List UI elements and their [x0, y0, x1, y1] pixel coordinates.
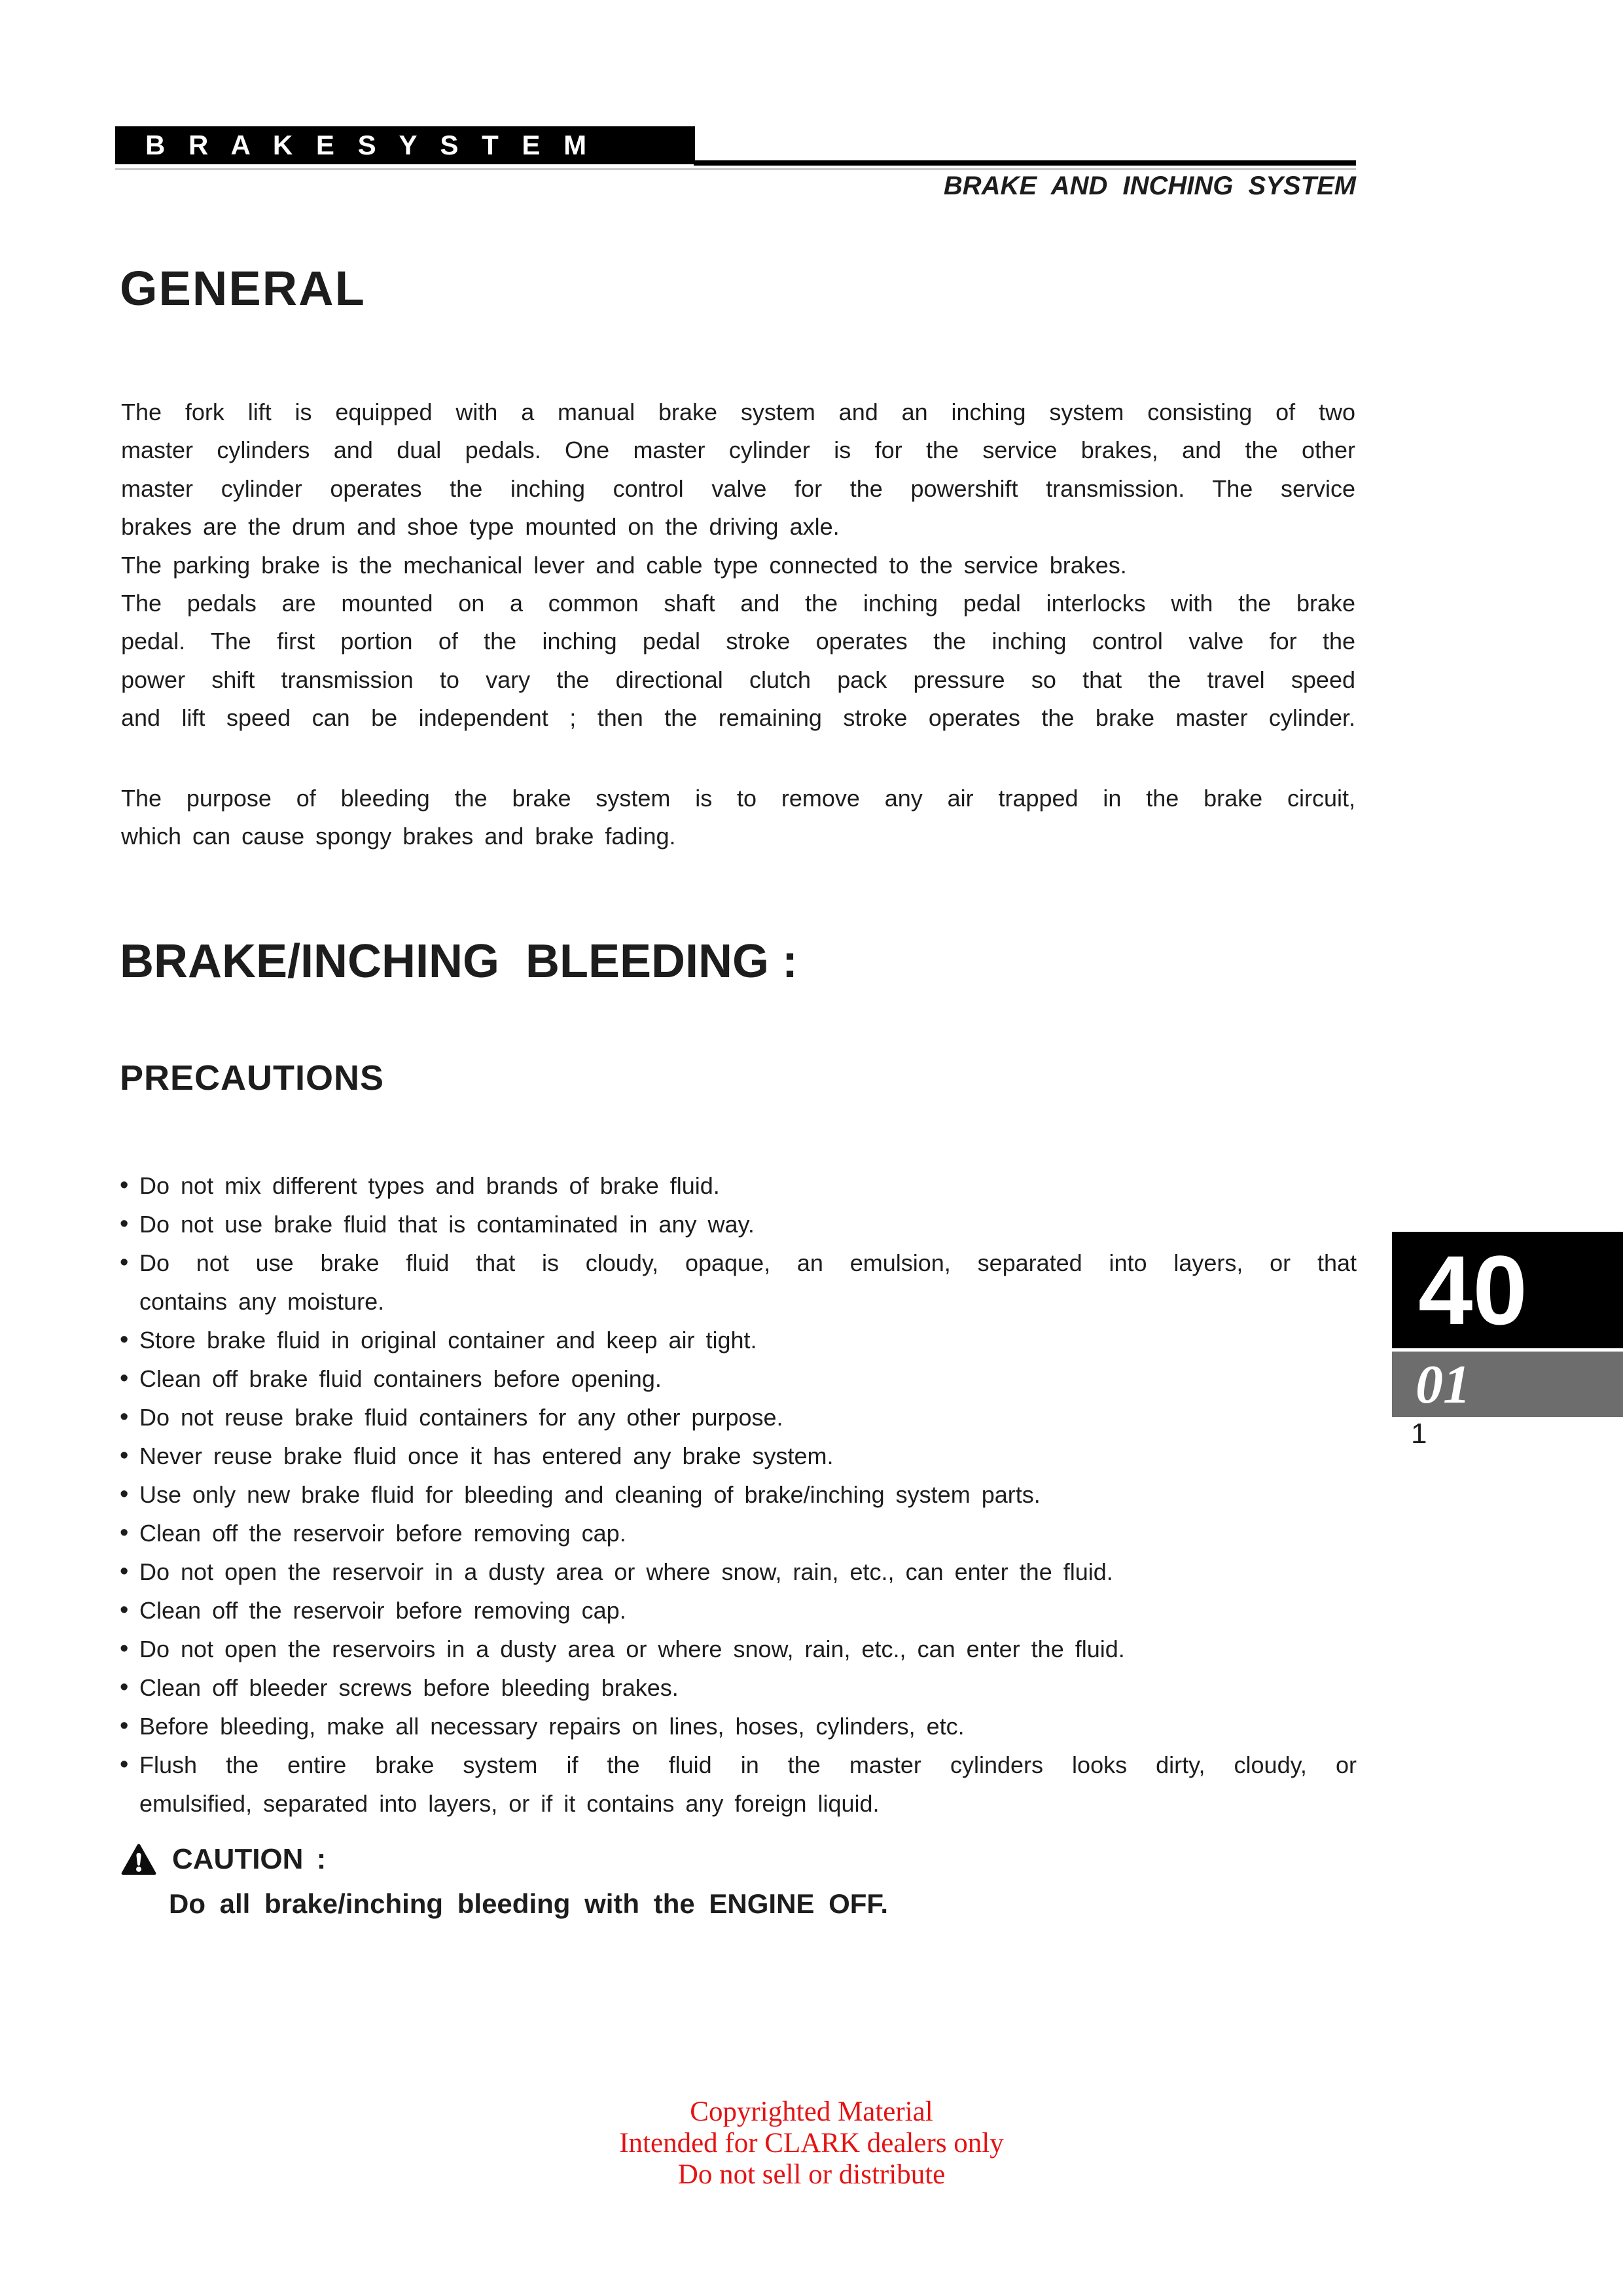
caution-row — [121, 1843, 326, 1876]
footer-copyright-notice — [0, 2096, 1623, 2191]
text-line: Never reuse brake fluid once it has entered any brake system. — [139, 1443, 834, 1469]
bullet-marker-icon: • — [120, 1596, 129, 1624]
footer-line: Intended for CLARK dealers only — [619, 2128, 1004, 2159]
bullet-item — [120, 1205, 1357, 1244]
text-line: Do not use brake fluid that is cloudy, opaque, an emulsion, separated into layers, or that — [139, 1249, 1357, 1276]
bullet-item — [120, 1514, 1357, 1552]
bullet-text — [139, 1552, 1357, 1591]
text-line: Do not use brake fluid that is contaminated in any way. — [139, 1211, 755, 1238]
text-line: Flush the entire brake system if the fluid in the master cylinders looks dirty, cloudy, or — [139, 1751, 1357, 1778]
text-line: Do not mix different types and brands of brake fluid. — [139, 1172, 720, 1199]
bullet-item — [120, 1398, 1357, 1437]
bullet-text — [139, 1359, 1357, 1398]
side-tab-chapter-number: 40 — [1418, 1234, 1527, 1345]
header-rule — [694, 160, 1356, 166]
footer-line: Copyrighted Material — [690, 2096, 933, 2127]
bullet-marker-icon: • — [120, 1249, 129, 1276]
section-heading-general: GENERAL — [120, 261, 366, 315]
bullet-text — [139, 1668, 1357, 1707]
text-line: Clean off bleeder screws before bleeding brakes. — [139, 1674, 679, 1701]
bullet-marker-icon: • — [120, 1365, 129, 1392]
text-line: The pedals are mounted on a common shaft and the inching pedal interlocks with the brake — [121, 589, 1355, 617]
bullet-marker-icon: • — [120, 1403, 129, 1431]
paragraph-general-1 — [121, 393, 1355, 738]
text-line: and lift speed can be independent ; then the remaining stroke operates the brake master cylinder. — [121, 704, 1355, 732]
text-line: Clean off brake fluid containers before opening. — [139, 1365, 662, 1392]
text-line: pedal. The first portion of the inching pedal stroke operates the inching control valve for the — [121, 628, 1355, 655]
caution-label: CAUTION : — [172, 1843, 327, 1875]
text-line: emulsified, separated into layers, or if it contains any foreign liquid. — [139, 1790, 880, 1817]
paragraph-general-2 — [121, 780, 1355, 856]
bullet-text — [139, 1746, 1357, 1823]
text-line: Do not open the reservoirs in a dusty area or where snow, rain, etc., can enter the fluid. — [139, 1636, 1125, 1662]
bullet-item — [120, 1437, 1357, 1475]
bullet-marker-icon: • — [120, 1442, 129, 1469]
header-bar — [115, 126, 695, 164]
text-line: Use only new brake fluid for bleeding and cleaning of brake/inching system parts. — [139, 1481, 1041, 1508]
bullet-item — [120, 1552, 1357, 1591]
side-tab-section-number: 01 — [1416, 1354, 1471, 1415]
bullet-text — [139, 1630, 1357, 1668]
header-underline — [115, 168, 1356, 170]
bullet-marker-icon: • — [120, 1480, 129, 1508]
text-line: The fork lift is equipped with a manual brake system and an inching system consisting of two — [121, 399, 1355, 425]
bullet-marker-icon: • — [120, 1558, 129, 1585]
bullet-item — [120, 1475, 1357, 1514]
section-heading-bleeding: BRAKE/INCHING BLEEDING : — [120, 935, 798, 988]
footer-line: Do not sell or distribute — [677, 2159, 946, 2190]
caution-text: Do all brake/inching bleeding with the ENGINE OFF. — [169, 1888, 889, 1919]
bullet-text — [139, 1398, 1357, 1437]
bullet-item — [120, 1321, 1357, 1359]
bullet-item — [120, 1707, 1357, 1746]
bullet-text — [139, 1514, 1357, 1552]
header-subtitle: BRAKE AND INCHING SYSTEM — [943, 171, 1356, 200]
bullet-marker-icon: • — [120, 1751, 129, 1778]
subheading-precautions: PRECAUTIONS — [120, 1058, 385, 1098]
text-line: Do not open the reservoir in a dusty area or where snow, rain, etc., can enter the fluid. — [139, 1558, 1113, 1585]
bullet-text — [139, 1437, 1357, 1475]
text-line: master cylinders and dual pedals. One master cylinder is for the service brakes, and the other — [121, 437, 1355, 464]
bullet-marker-icon: • — [120, 1712, 129, 1740]
precautions-bullet-list — [120, 1166, 1357, 1823]
text-line: Clean off the reservoir before removing cap. — [139, 1520, 626, 1547]
side-tab-chapter — [1392, 1232, 1623, 1348]
side-tab-section — [1392, 1352, 1623, 1417]
bullet-marker-icon: • — [120, 1519, 129, 1547]
bullet-text — [139, 1205, 1357, 1244]
text-line: which can cause spongy brakes and brake fading. — [121, 823, 676, 850]
bullet-text — [139, 1591, 1357, 1630]
bullet-text — [139, 1321, 1357, 1359]
text-line: Store brake fluid in original container and keep air tight. — [139, 1327, 757, 1354]
bullet-marker-icon: • — [120, 1326, 129, 1354]
bullet-marker-icon: • — [120, 1172, 129, 1199]
text-line: master cylinder operates the inching control valve for the powershift transmission. The service — [121, 475, 1355, 502]
bullet-text — [139, 1244, 1357, 1321]
text-line: Before bleeding, make all necessary repairs on lines, hoses, cylinders, etc. — [139, 1713, 965, 1740]
bullet-item — [120, 1359, 1357, 1398]
bullet-item — [120, 1244, 1357, 1321]
header-bar-title: B R A K E S Y S T E M — [145, 130, 595, 160]
text-line: power shift transmission to vary the directional clutch pack pressure so that the travel speed — [121, 666, 1355, 693]
bullet-item — [120, 1630, 1357, 1668]
page-number: 1 — [1411, 1418, 1427, 1450]
bullet-text — [139, 1475, 1357, 1514]
bullet-marker-icon: • — [120, 1635, 129, 1662]
bullet-item — [120, 1746, 1357, 1823]
text-line: The parking brake is the mechanical lever and cable type connected to the service brakes. — [121, 551, 1127, 579]
text-line: Do not reuse brake fluid containers for any other purpose. — [139, 1404, 783, 1431]
bullet-item — [120, 1668, 1357, 1707]
text-line: Clean off the reservoir before removing cap. — [139, 1597, 626, 1624]
bullet-item — [120, 1591, 1357, 1630]
text-line: brakes are the drum and shoe type mounted on the driving axle. — [121, 513, 840, 541]
bullet-marker-icon: • — [120, 1210, 129, 1238]
text-line: contains any moisture. — [139, 1288, 385, 1315]
bullet-marker-icon: • — [120, 1674, 129, 1701]
bullet-text — [139, 1707, 1357, 1746]
bullet-text — [139, 1166, 1357, 1205]
text-line: The purpose of bleeding the brake system is to remove any air trapped in the brake circuit, — [121, 785, 1355, 812]
warning-triangle-icon — [121, 1844, 156, 1875]
bullet-item — [120, 1166, 1357, 1205]
